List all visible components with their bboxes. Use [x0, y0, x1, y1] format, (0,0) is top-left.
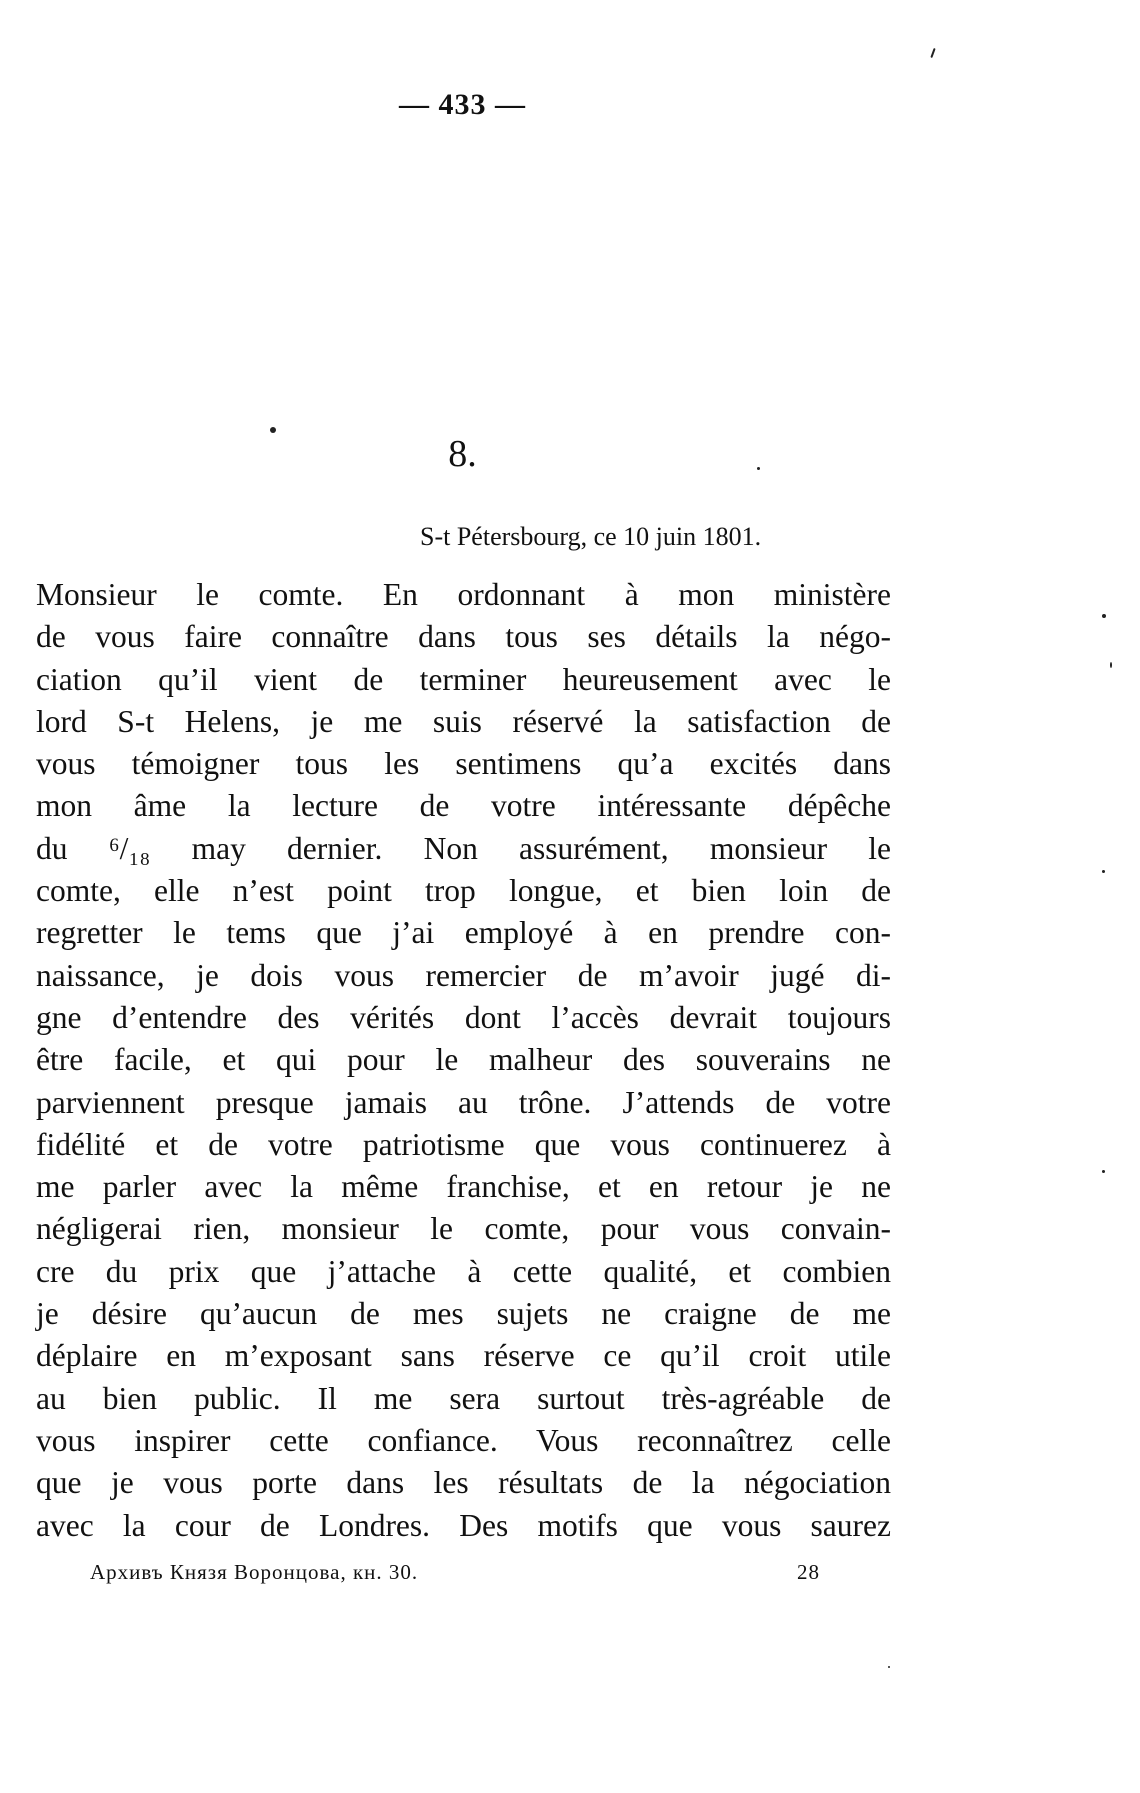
text-line: ciation qu’il vient de terminer heureusement avec le	[36, 661, 891, 697]
scan-speck	[1102, 1170, 1105, 1173]
text-line: fidélité et de votre patriotisme que vous continuerez à	[36, 1126, 891, 1162]
text-line: au bien public. Il me sera surtout très-agréable de	[36, 1380, 891, 1416]
text-line: vous témoigner tous les sentimens qu’a excités dans	[36, 746, 891, 782]
footer-sheet-number: 28	[797, 1560, 820, 1584]
text-line: gne d’entendre des vérités dont l’accès devrait toujours	[36, 999, 891, 1035]
footer-signature: Архивъ Князя Воронцова, кн. 30.	[90, 1560, 419, 1584]
text-line: regretter le tems que j’ai employé à en prendre con-	[36, 915, 891, 951]
scan-speck	[1102, 614, 1106, 618]
text-line: lord S-t Helens, je me suis réservé la satisfaction de	[36, 703, 891, 739]
scan-speck	[1110, 662, 1112, 668]
text-line: déplaire en m’exposant sans réserve ce qu’il croit utile	[36, 1338, 891, 1374]
scan-speck	[757, 467, 760, 470]
text-line: Monsieur le comte. En ordonnant à mon ministère	[36, 577, 891, 612]
page-number: — 433 —	[399, 88, 526, 121]
scan-speck	[888, 1666, 890, 1668]
footer	[90, 1560, 820, 1585]
dateline: S-t Pétersbourg, ce 10 juin 1801.	[420, 522, 762, 551]
text-line: vous inspirer cette confiance. Vous reconnaîtrez celle	[36, 1422, 891, 1458]
text-line: naissance, je dois vous remercier de m’avoir jugé di-	[36, 957, 891, 993]
scan-speck	[930, 48, 935, 58]
scan-speck	[1102, 870, 1105, 873]
text-line: mon âme la lecture de votre intéressante dépêche	[36, 788, 891, 824]
text-line: je désire qu’aucun de mes sujets ne craigne de me	[36, 1296, 891, 1332]
text-line: comte, elle n’est point trop longue, et bien loin de	[36, 873, 891, 909]
text-line: du ⁶/₁₈ may dernier. Non assurément, monsieur le	[36, 830, 891, 866]
text-line: être facile, et qui pour le malheur des souverains ne	[36, 1042, 891, 1078]
text-line: négligerai rien, monsieur le comte, pour vous convain-	[36, 1211, 891, 1247]
scan-speck	[270, 427, 276, 433]
letter-number: 8.	[448, 433, 477, 475]
text-line: avec la cour de Londres. Des motifs que vous saurez	[36, 1507, 891, 1543]
text-line: que je vous porte dans les résultats de la négociation	[36, 1465, 891, 1501]
text-line: me parler avec la même franchise, et en retour je ne	[36, 1169, 891, 1205]
text-line: cre du prix que j’attache à cette qualité, et combien	[36, 1253, 891, 1289]
letter-body	[36, 574, 891, 1547]
text-line: parviennent presque jamais au trône. J’attends de votre	[36, 1084, 891, 1120]
text-line: de vous faire connaître dans tous ses détails la négo-	[36, 619, 891, 655]
